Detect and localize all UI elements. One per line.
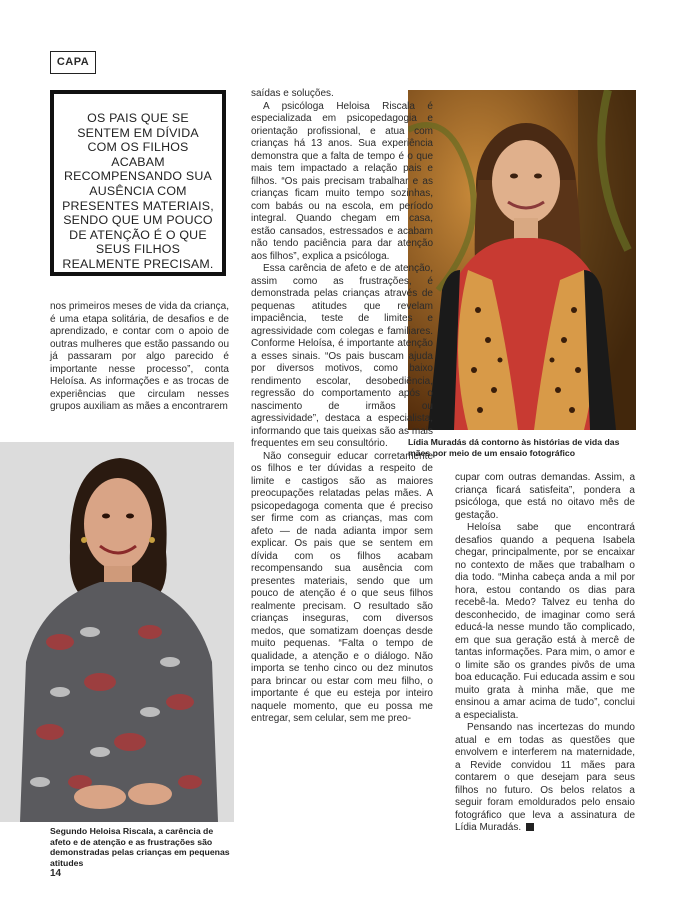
pull-quote-text: OS PAIS QUE SE SENTEM EM DÍVIDA COM OS FILHOS ACABAM RECOMPENSANDO SUA AUSÊNCIA COM PRESENTES MATERIAIS, SENDO QUE UM POUCO DE ATENÇÃO É O QUE SEUS FILHOS REALMENTE PRECISAM. [62,111,214,271]
column-2 [251,88,433,726]
column-3 [455,472,635,835]
paragraph: Não conseguir educar corretamente os filhos e ter dúvidas a respeito de limite e castigos são as maiores preocupações relatadas pelas mães. A psicopedagoga comenta que é preciso ser firme com as crianças, mas com afeto — de nada adianta impor sem explicar. Os pais que se sentem em dívida com os filhos acabam recompensando sua ausência com presentes materiais, sendo que um pouco de atenção é o que seus filhos realmente precisam. O resultado são crianças inseguras, com diversos medos, que somatizam doenças desde muito pequenas. “Falta o tempo de qualidade, a atenção e o diálogo. Não importa se tenho cinco ou dez minutos para brincar ou estar com meu filho, o importante é que eu esteja por inteiro naquele momento, que eu possa me entregar, sem celular, sem me preo- [251,450,433,724]
photo-lidia-muradas [408,90,636,430]
paragraph: nos primeiros meses de vida da criança, é uma etapa solitária, de desafios e de aprendizado, e contar com o apoio de outras mulheres que estão passando ou já passaram por algo parecido é importante nesse processo”, conta Heloísa. As informações e as trocas de experiências que circulam nesses grupos auxiliam as mães a encontrarem [50,301,229,412]
paragraph-text: Pensando nas incertezas do mundo atual e em todas as questões que envolvem e interferem na maternidade, a Revide convidou 11 mães para contarem o que desejam para seus filhos no futuro. Os belos relatos a seguir foram emoldurados pelo ensaio fotográfico que leva a assinatura de Lídia Muradás. [455,722,635,833]
section-tag: CAPA [50,51,96,74]
paragraph: Heloísa sabe que encontrará desafios quando a pequena Isabela chegar, principalmente, por se encaixar no contexto de mães que trabalham o dia todo. “Minha cabeça anda a mil por hora, estou contando os dias para recebê-la. Medo? Talvez eu tenha do desconhecido, de imaginar como será educá-la nesse mundo tão complicado, em que sua geração está à mercê de tantas informações. Para mim, o amor e o limite são os grandes pivôs de uma boa educação. Fui educada assim e sou muito grata à minha mãe, que me ensinou a amar acima de tudo”, conclui a especialista. [455,522,635,721]
paragraph: cupar com outras demandas. Assim, a criança ficará satisfeita”, pondera a psicóloga, que está no oitavo mês de gestação. [455,472,635,521]
photo-heloisa-riscala [0,442,234,822]
paragraph: Essa carência de afeto e de atenção, assim como as frustrações, é demonstrada pelas crianças através de pequenas atitudes que revelam impaciência, teste de limites e agressividade com colegas e familiares. Conforme Heloísa, é importante atenção a esses sinais. “Os pais buscam ajuda por diversos motivos, como baixo rendimento escolar, desobediência, regressão do comportamento após o nascimento de irmãos ou agressividade”, destaca a especialista, informando que tais queixas são as mais frequentes em seu consultório. [251,263,433,449]
column-1 [50,301,229,414]
paragraph [455,722,635,835]
paragraph: A psicóloga Heloisa Riscala é especializada em psicopedagogia e orientação profissional, e atua com crianças há 13 anos. Sua experiência demonstra que a falta de tempo é o que mais tem impactado a relação pais e filhos. “Os pais precisam trabalhar e as crianças ficam muito tempo sozinhas, com babás ou na escola, em período integral. Quando chegam em casa, estão cansados, estressados e acabam não tendo paciência para dar atenção aos filhos”, explica a psicóloga. [251,100,433,262]
pull-quote [50,90,226,276]
page-number: 14 [50,868,62,879]
photo-caption-right: Lídia Muradás dá contorno às histórias de vida das mães por meio de um ensaio fotográfico [408,437,620,458]
paragraph: saídas e soluções. [251,88,334,99]
end-mark-icon [526,823,534,831]
photo-caption-left: Segundo Heloisa Riscala, a carência de afeto e de atenção e as frustrações são demonstradas pelas crianças em pequenas atitudes [50,826,230,868]
